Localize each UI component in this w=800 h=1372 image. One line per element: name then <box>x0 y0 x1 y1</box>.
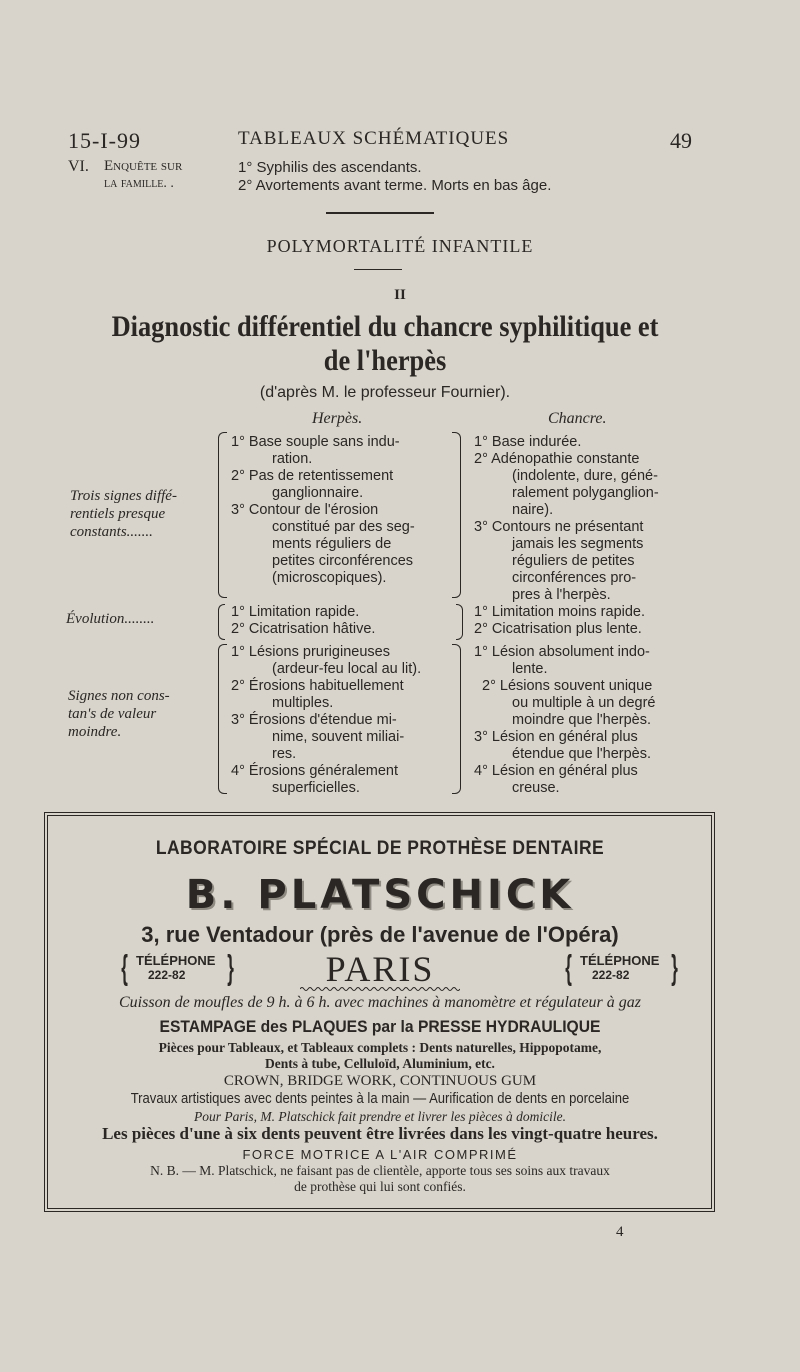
chancre-item: 1° Lésion absolument indo- <box>474 644 650 660</box>
chancre-item: 2° Lésions souvent unique <box>482 678 653 694</box>
ad-address: 3, rue Ventadour (près de l'avenue de l'Opéra) <box>141 922 619 947</box>
column-header-chancre: Chancre. <box>548 410 607 427</box>
tel-number: 222-82 <box>592 968 630 982</box>
herpes-item: 2° Érosions habituellement <box>231 678 404 694</box>
section-roman: II <box>394 287 406 303</box>
tel-number: 222-82 <box>148 968 186 982</box>
main-title-line1: Diagnostic différentiel du chancre syphilitique et <box>111 310 659 343</box>
group3-label-line: tan's de valeur <box>68 706 157 722</box>
brace <box>452 644 461 794</box>
brace-left-icon: { <box>121 949 128 987</box>
herpes-item: (ardeur-feu local au lit). <box>272 661 422 677</box>
ad-force-motrice: FORCE MOTRICE A L'AIR COMPRIMÉ <box>242 1147 518 1162</box>
group1-label-line: rentiels presque <box>70 506 166 522</box>
section-label-1: Enquête sur <box>104 158 183 174</box>
running-header: TABLEAUX SCHÉMATIQUES <box>238 128 510 149</box>
brace <box>218 604 225 640</box>
section-item-1: 1° Syphilis des ascendants. <box>238 159 422 176</box>
herpes-item: nime, souvent miliai- <box>272 729 405 745</box>
brace <box>452 432 461 598</box>
ad-cuisson: Cuisson de moufles de 9 h. à 6 h. avec machines à manomètre et régulateur à gaz <box>119 994 641 1011</box>
ad-travaux: Travaux artistiques avec dents peintes à la main — Aurification de dents en porcelaine <box>130 1091 630 1107</box>
chancre-item: jamais les segments <box>512 536 644 552</box>
herpes-item: superficielles. <box>272 780 360 796</box>
brace-right-icon: } <box>671 949 678 987</box>
group3-label-line: moindre. <box>68 724 122 740</box>
signature-number: 4 <box>616 1224 624 1240</box>
herpes-item: petites circonférences <box>272 553 414 569</box>
chancre-item: lente. <box>512 661 548 677</box>
ad-pieces-line1: Pièces pour Tableaux, et Tableaux complets : Dents naturelles, Hippopotame, <box>158 1040 602 1055</box>
ad-delivery: Les pièces d'une à six dents peuvent être livrées dans les vingt-quatre heures. <box>102 1124 658 1143</box>
herpes-item: res. <box>272 746 297 762</box>
ad-nb-line1: N. B. — M. Platschick, ne faisant pas de clientèle, apporte tous ses soins aux travaux <box>150 1163 610 1178</box>
herpes-item: constitué par des seg- <box>272 519 415 535</box>
brace <box>218 644 227 794</box>
chancre-item: (indolente, dure, géné- <box>512 468 658 484</box>
herpes-item: 1° Lésions prurigineuses <box>231 644 390 660</box>
brace <box>456 604 463 640</box>
section-item-2: 2° Avortements avant terme. Morts en bas âge. <box>238 177 552 194</box>
herpes-item: 4° Érosions généralement <box>231 763 399 779</box>
ad-company-name: B. PLATSCHICK <box>185 872 575 918</box>
divider-small <box>354 269 402 270</box>
polymortalite-heading: POLYMORTALITÉ INFANTILE <box>266 236 534 256</box>
group3-label-line: Signes non cons- <box>68 688 170 704</box>
chancre-item: pres à l'herpès. <box>512 587 611 603</box>
group2-label: Évolution........ <box>66 611 155 627</box>
brace <box>218 432 227 598</box>
chancre-item: 3° Contours ne présentant <box>474 519 644 535</box>
chancre-item: creuse. <box>512 780 560 796</box>
chancre-item: 3° Lésion en général plus <box>474 729 638 745</box>
chancre-item: circonférences pro- <box>512 570 637 586</box>
section-label-2: la famille. . <box>104 176 174 191</box>
ad-pour-paris: Pour Paris, M. Platschick fait prendre et livrer les pièces à domicile. <box>194 1109 566 1124</box>
page-number: 49 <box>670 128 692 153</box>
herpes-item: 1° Base souple sans indu- <box>231 434 400 450</box>
chancre-item: 4° Lésion en général plus <box>474 763 638 779</box>
ad-crown: CROWN, BRIDGE WORK, CONTINUOUS GUM <box>223 1073 537 1089</box>
herpes-item: multiples. <box>272 695 334 711</box>
ad-city: PARIS <box>325 949 435 989</box>
chancre-item: naire). <box>512 502 554 518</box>
herpes-item: 3° Contour de l'érosion <box>231 502 379 518</box>
chancre-item: 2° Cicatrisation plus lente. <box>474 621 642 637</box>
ad-nb-line2: de prothèse qui lui sont confiés. <box>294 1179 466 1194</box>
herpes-item: (microscopiques). <box>272 570 387 586</box>
chancre-item: ou multiple à un degré <box>512 695 656 711</box>
page-date: 15-I-99 <box>68 128 141 153</box>
tel-label: TÉLÉPHONE <box>136 953 216 968</box>
chancre-item: étendue que l'herpès. <box>512 746 652 762</box>
chancre-item: réguliers de petites <box>512 553 635 569</box>
chancre-item: 1° Limitation moins rapide. <box>474 604 646 620</box>
ad-heading: LABORATOIRE SPÉCIAL DE PROTHÈSE DENTAIRE <box>155 838 605 859</box>
herpes-item: ration. <box>272 451 313 467</box>
group1-label-line: Trois signes diffé- <box>70 488 177 504</box>
herpes-item: ganglionnaire. <box>272 485 364 501</box>
ad-estampage: ESTAMPAGE des PLAQUES par la PRESSE HYDRAULIQUE <box>159 1017 601 1036</box>
herpes-item: 2° Cicatrisation hâtive. <box>231 621 376 637</box>
herpes-item: 1° Limitation rapide. <box>231 604 360 620</box>
herpes-item: 3° Érosions d'étendue mi- <box>231 712 397 728</box>
herpes-item: 2° Pas de retentissement <box>231 468 394 484</box>
brace-left-icon: { <box>565 949 572 987</box>
wavy-underline <box>300 986 460 992</box>
section-number: VI. <box>68 158 89 175</box>
chancre-item: ralement polyganglion- <box>512 485 659 501</box>
column-header-herpes: Herpès. <box>312 410 363 427</box>
divider <box>326 212 434 214</box>
group1-label-line: constants....... <box>70 524 153 540</box>
chancre-item: 1° Base indurée. <box>474 434 582 450</box>
ad-pieces-line2: Dents à tube, Celluloïd, Aluminium, etc. <box>265 1056 495 1071</box>
brace-right-icon: } <box>227 949 234 987</box>
tel-label: TÉLÉPHONE <box>580 953 660 968</box>
main-title-line2: de l'herpès <box>323 344 447 377</box>
chancre-item: 2° Adénopathie constante <box>474 451 640 467</box>
herpes-item: ments réguliers de <box>272 536 392 552</box>
subtitle: (d'après M. le professeur Fournier). <box>259 384 511 401</box>
chancre-item: moindre que l'herpès. <box>512 712 651 728</box>
